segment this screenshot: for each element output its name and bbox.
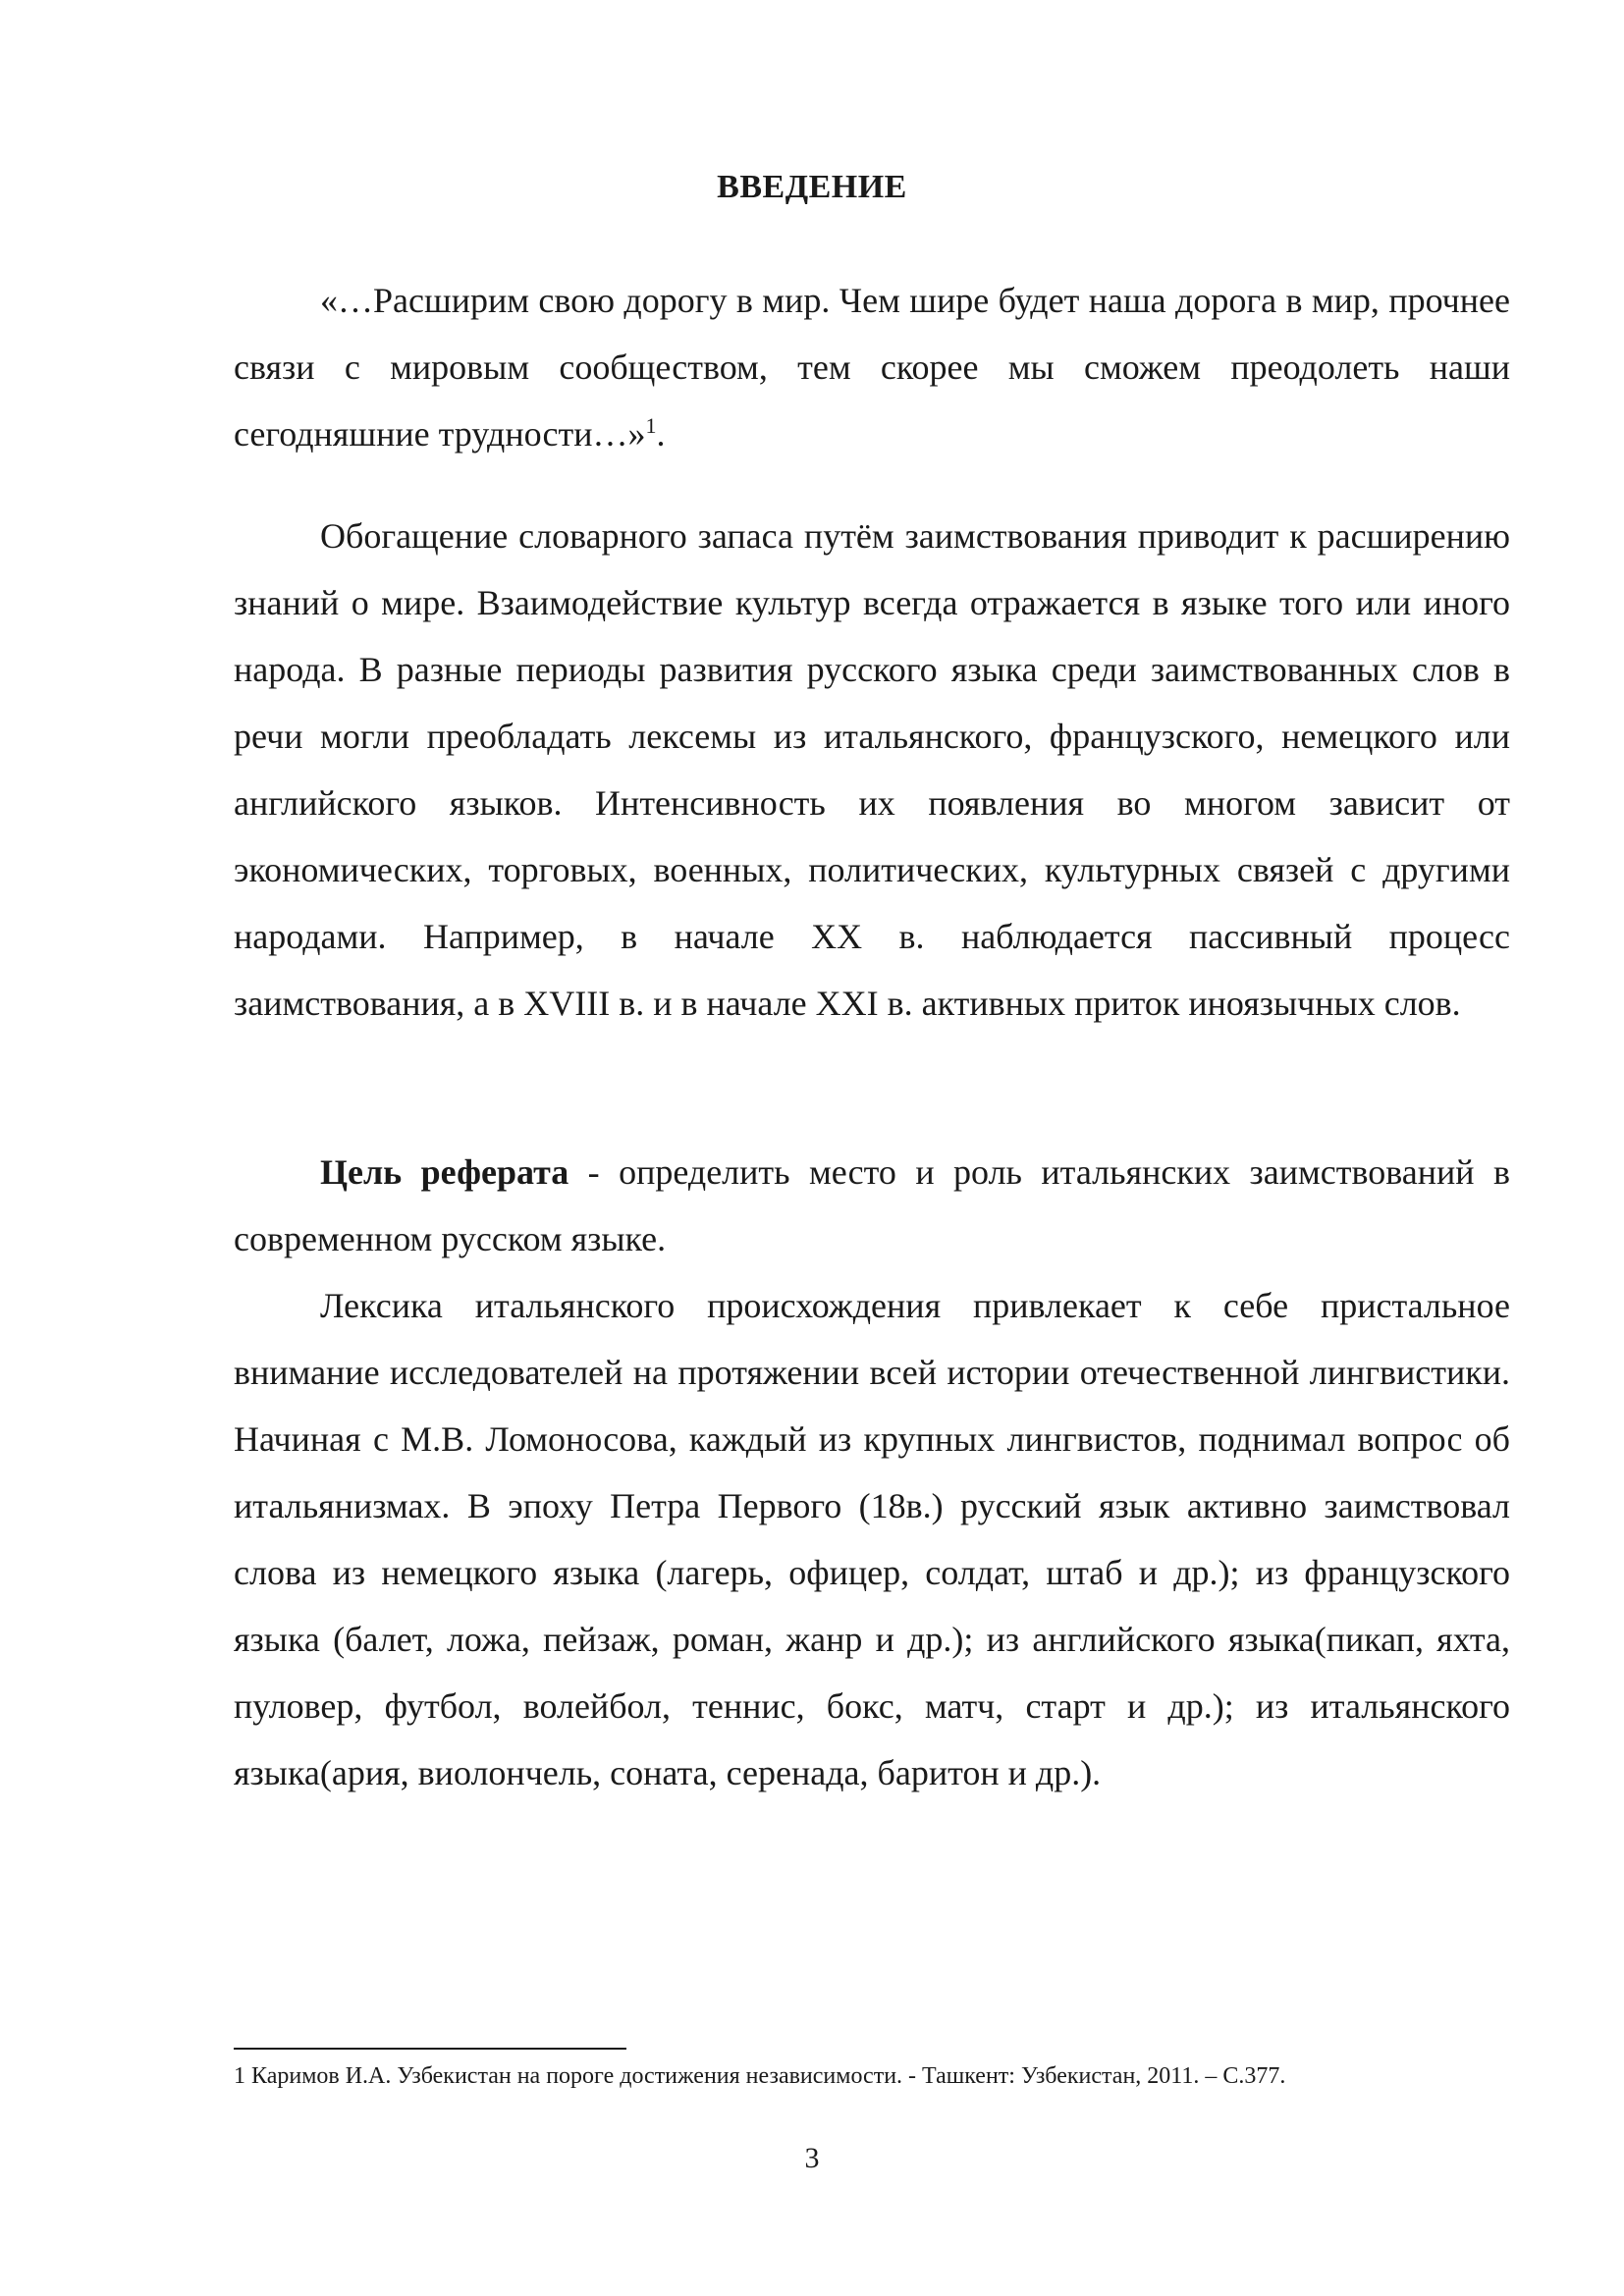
goal-lead-label: Цель реферата <box>320 1152 569 1192</box>
epigraph-end: . <box>656 414 666 454</box>
page-title: ВВЕДЕНИЕ <box>717 169 907 205</box>
body-paragraph-goal <box>234 1139 1510 1272</box>
footnote-separator <box>234 2048 626 2050</box>
goal-text: - определить место и роль итальянских заимствований в современном русском языке. <box>234 1152 1510 1258</box>
body-paragraph-borrowing: Обогащение словарного запаса путём заимствования приводит к расширению знаний о мире. Взаимодействие культур всегда отражается в языке того или иного народа. В разные периоды развития русского языка среди заимствованных слов в речи могли преобладать лексемы из итальянского, французского, немецкого или английского языков. Интенсивность их появления во многом зависит от экономических, торговых, военных, политических, культурных связей с другими народами. Например, в начале XX в. наблюдается пассивный процесс заимствования, а в XVIII в. и в начале XXI в. активных приток иноязычных слов. <box>234 516 1510 1023</box>
footnote: 1 Каримов И.А. Узбекистан на пороге достижения независимости. - Ташкент: Узбекистан, 2011. – С.377. <box>234 2063 1286 2089</box>
body-paragraph-lexicon: Лексика итальянского происхождения привлекает к себе пристальное внимание исследователей на протяжении всей истории отечественной лингвистики. Начиная с М.В. Ломоносова, каждый из крупных лингвистов, поднимал вопрос об итальянизмах. В эпоху Петра Первого (18в.) русский язык активно заимствовал слова из немецкого языка (лагерь, офицер, солдат, штаб и др.); из французского языка (балет, ложа, пейзаж, роман, жанр и др.); из английского языка(пикап, яхта, пуловер, футбол, волейбол, теннис, бокс, матч, старт и др.); из итальянского языка(ария, виолончель, соната, серенада, баритон и др.). <box>234 1286 1510 1792</box>
page-number: 3 <box>804 2142 820 2174</box>
epigraph-paragraph <box>234 267 1510 467</box>
footnote-reference[interactable]: 1 <box>645 413 657 438</box>
epigraph-text: «…Расширим свою дорогу в мир. Чем шире будет наша дорога в мир, прочнее связи с мировым сообществом, тем скорее мы сможем преодолеть наши сегодняшние трудности…» <box>234 281 1510 454</box>
